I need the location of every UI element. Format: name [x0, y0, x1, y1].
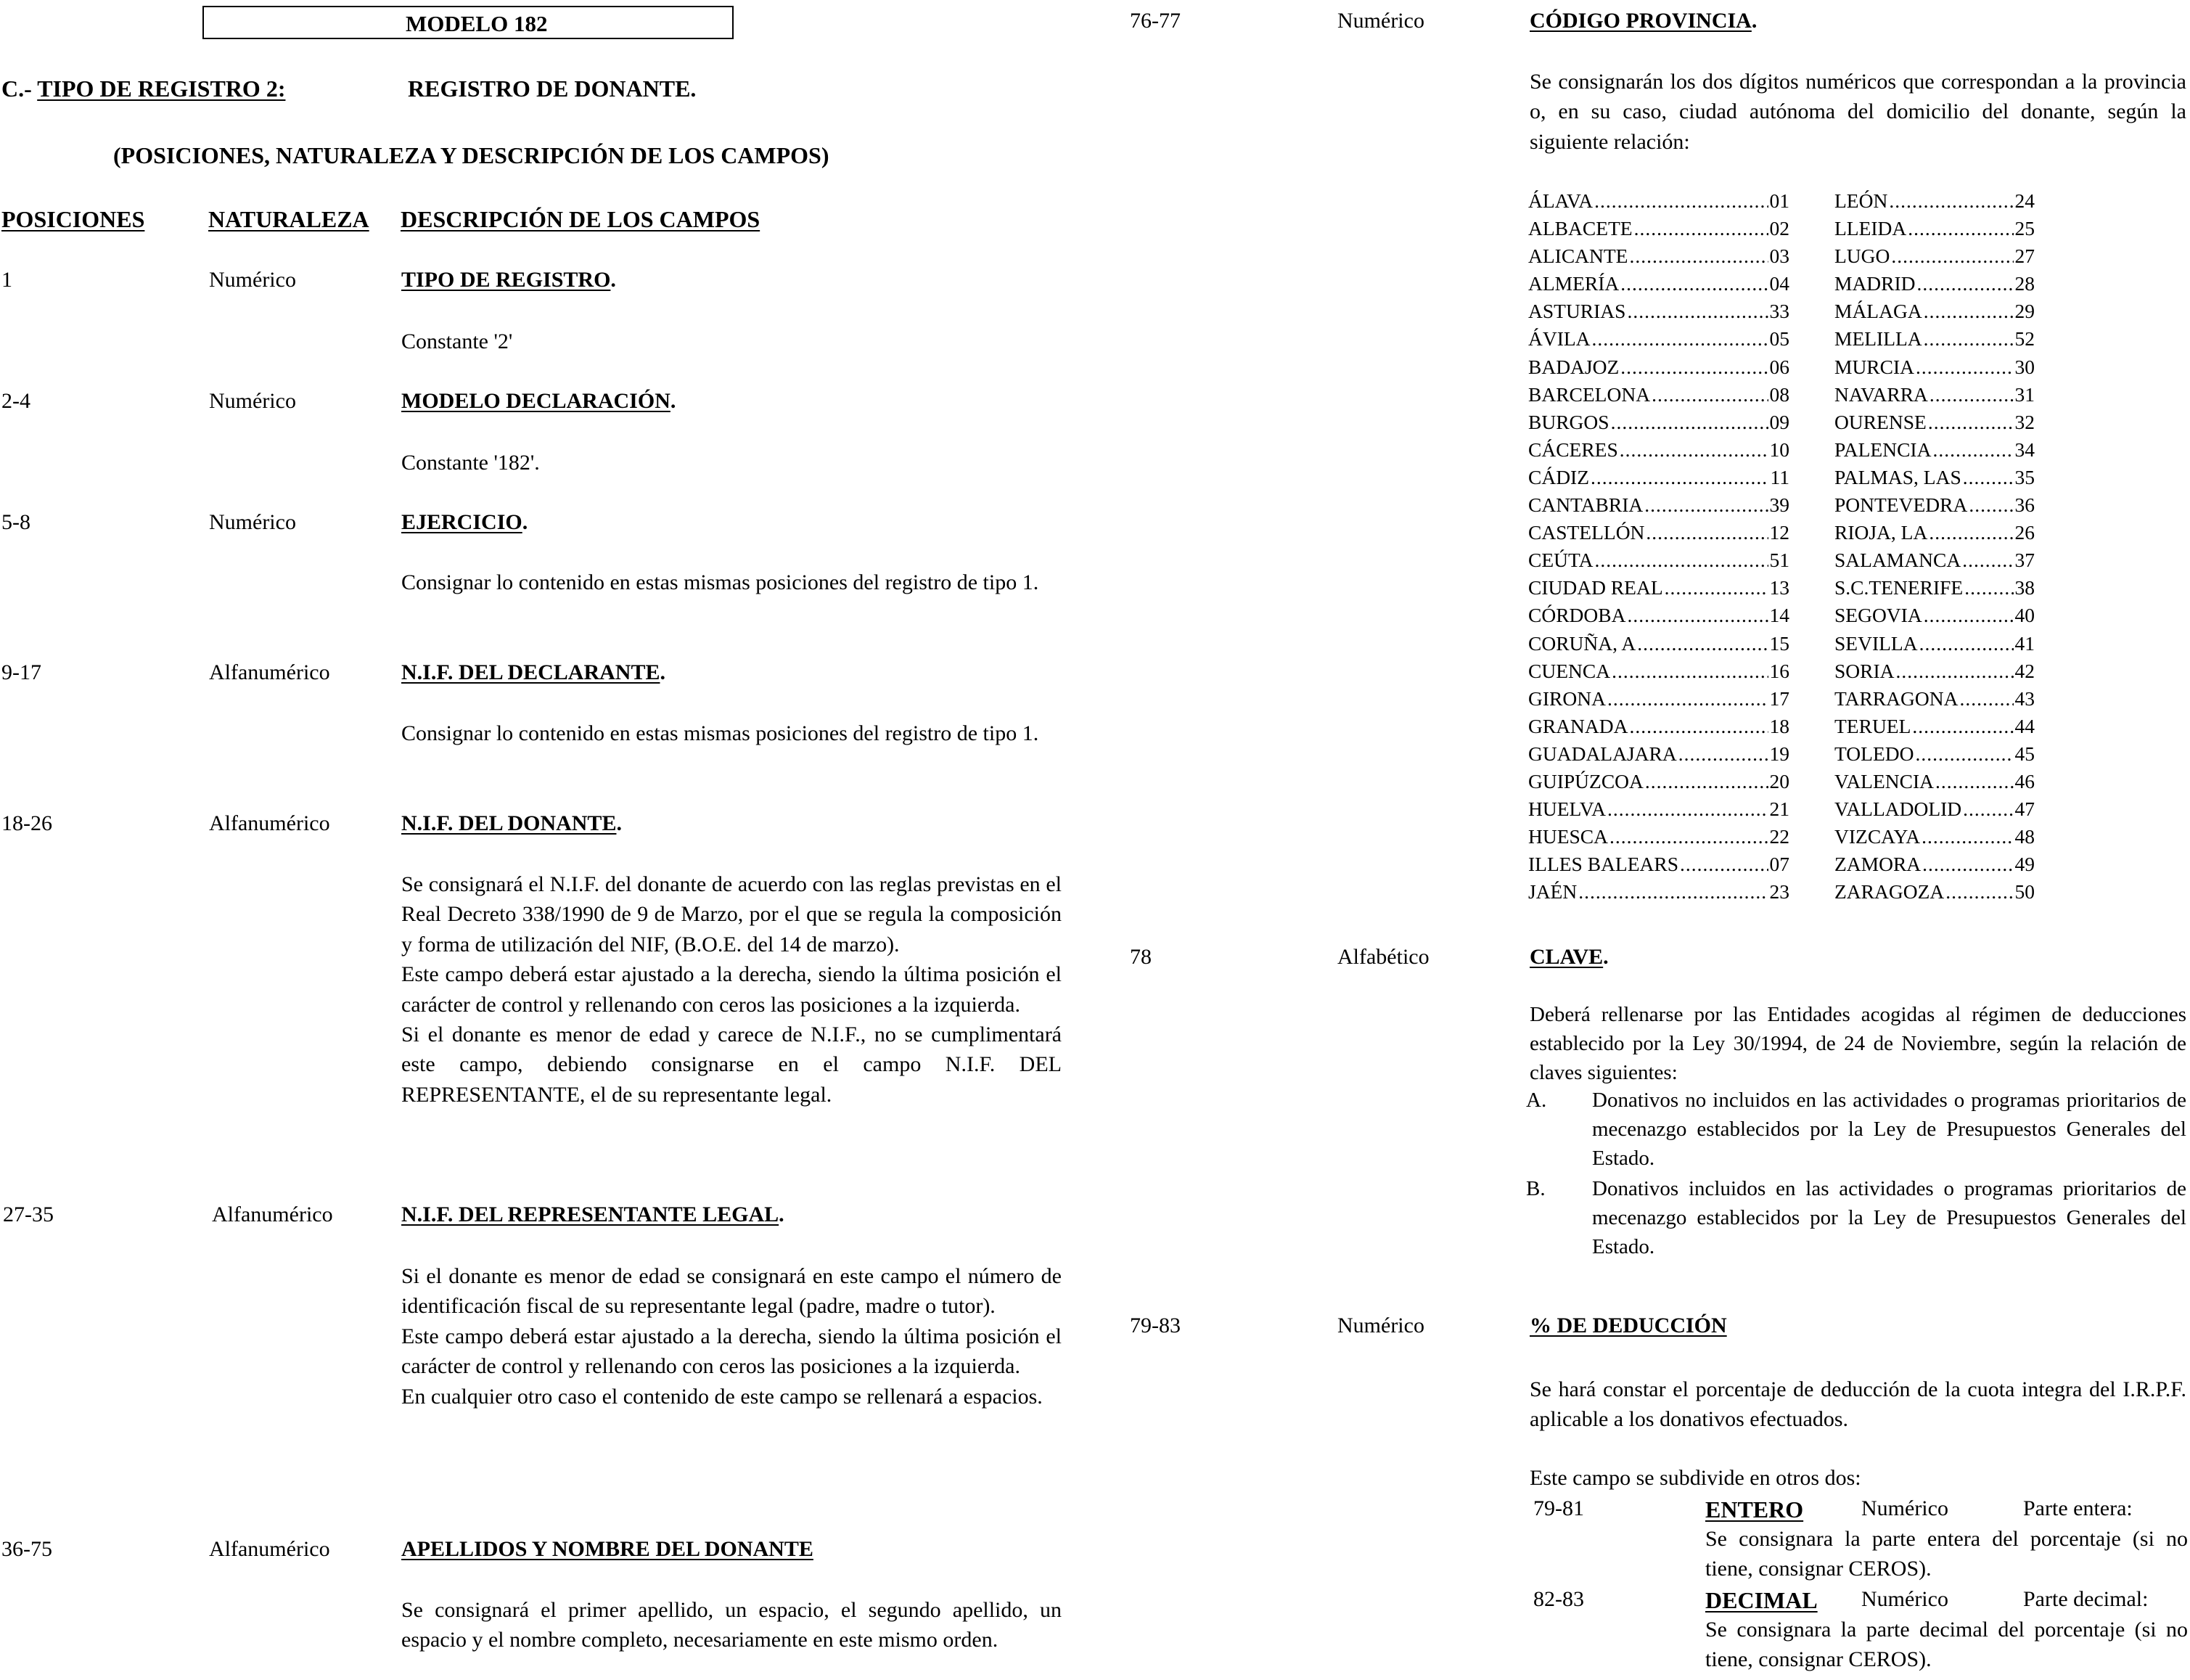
province-list-right — [1834, 187, 2035, 906]
province-code: 11 — [1770, 465, 1789, 488]
province-code: 44 — [2014, 714, 2035, 737]
province-name: LEÓN — [1834, 189, 1888, 212]
dot-leader — [1607, 685, 1768, 713]
province-name: CÓRDOBA — [1528, 604, 1626, 627]
province-name: ASTURIAS — [1528, 300, 1626, 323]
subfield-type: Numérico — [1861, 1496, 1948, 1520]
dot-leader — [1611, 409, 1768, 436]
dot-leader — [1919, 630, 2014, 657]
dot-leader — [1915, 740, 2013, 768]
province-code: 05 — [1769, 327, 1789, 351]
dot-leader — [1644, 491, 1768, 519]
dot-leader — [1922, 851, 2013, 878]
province-row — [1528, 878, 1789, 906]
field-desc: Deberá rellenarse por las Entidades acogidas al régimen de deducciones establecido por la Ley 30/1994, de 24 de Noviembre, según la relación de claves siguientes: — [1530, 1003, 2186, 1084]
province-row — [1528, 242, 1789, 270]
province-name: SEVILLA — [1834, 631, 1918, 655]
field-pos: 36-75 — [1, 1537, 52, 1561]
dot-leader — [1963, 464, 2014, 491]
province-row — [1834, 298, 2035, 325]
province-row — [1834, 464, 2035, 491]
province-row — [1834, 740, 2035, 768]
province-row — [1834, 409, 2035, 436]
province-row — [1834, 795, 2035, 823]
field-title: CÓDIGO PROVINCIA. — [1530, 9, 1758, 33]
field-title: % DE DEDUCCIÓN — [1530, 1314, 1727, 1337]
province-code: 46 — [2014, 769, 2035, 792]
field-desc-paragraph: Se consignará el N.I.F. del donante de acuerdo con las reglas previstas en el Real Decreto 338/1990 de 9 de Marzo, por el que se regula la composición y forma de utilización del NIF, (B.O.E. del 14 de marzo). — [401, 872, 1062, 956]
province-code: 02 — [1769, 217, 1789, 240]
province-code: 31 — [2014, 382, 2035, 406]
province-code: 36 — [2014, 493, 2035, 517]
province-row — [1528, 630, 1789, 657]
field-desc: Se consignarán los dos dígitos numéricos que correspondan a la provincia o, en su caso, ciudad autónoma del domicilio del donante, según la siguiente relación: — [1530, 70, 2186, 154]
dot-leader — [1620, 270, 1768, 298]
province-name: JAÉN — [1528, 880, 1578, 903]
province-name: CUENCA — [1528, 659, 1611, 682]
province-code: 34 — [2014, 438, 2035, 461]
province-code: 27 — [2014, 245, 2035, 268]
dot-leader — [1609, 823, 1768, 851]
province-name: BURGOS — [1528, 410, 1609, 433]
province-name: SEGOVIA — [1834, 604, 1922, 627]
province-name: GUIPÚZCOA — [1528, 769, 1644, 792]
dot-leader — [1908, 215, 2013, 242]
province-code: 28 — [2014, 272, 2035, 295]
dot-leader — [1627, 298, 1768, 325]
dot-leader — [1630, 713, 1768, 740]
province-row — [1834, 574, 2035, 602]
province-name: ALICANTE — [1528, 245, 1628, 268]
province-name: CORUÑA, A — [1528, 631, 1636, 655]
province-name: VALLADOLID — [1834, 798, 1962, 821]
field-title: TIPO DE REGISTRO. — [401, 268, 616, 292]
province-code: 06 — [1769, 355, 1789, 378]
province-row — [1528, 298, 1789, 325]
dot-leader — [1912, 713, 2013, 740]
province-code: 13 — [1769, 576, 1789, 599]
province-name: ALBACETE — [1528, 217, 1633, 240]
province-name: CÁDIZ — [1528, 465, 1590, 488]
field-desc: Consignar lo contenido en estas mismas posiciones del registro de tipo 1. — [401, 570, 1039, 594]
province-code: 41 — [2014, 631, 2035, 655]
field-title: N.I.F. DEL DONANTE. — [401, 811, 622, 835]
col-descripcion: DESCRIPCIÓN DE LOS CAMPOS — [401, 206, 760, 232]
province-name: CIUDAD REAL — [1528, 576, 1663, 599]
dot-leader — [1889, 187, 2013, 215]
col-naturaleza: NATURALEZA — [208, 206, 369, 232]
province-name: HUELVA — [1528, 798, 1606, 821]
field-pos: 5-8 — [1, 510, 30, 534]
province-code: 40 — [2014, 604, 2035, 627]
province-row — [1528, 464, 1789, 491]
clave-text: Donativos no incluidos en las actividades o programas prioritarios de mecenazgo establecidos por la Ley de Presupuestos Generales del Estado. — [1592, 1089, 2186, 1170]
province-code: 32 — [2014, 410, 2035, 433]
province-row — [1834, 823, 2035, 851]
subfield-pos: 79-81 — [1533, 1496, 1584, 1520]
dot-leader — [1607, 795, 1768, 823]
field-title: N.I.F. DEL REPRESENTANTE LEGAL. — [401, 1202, 784, 1226]
province-name: BARCELONA — [1528, 382, 1651, 406]
dot-leader — [1634, 215, 1768, 242]
dot-leader — [1922, 823, 2013, 851]
tipo-registro-heading: TIPO DE REGISTRO 2: — [37, 75, 286, 102]
province-name: ÁVILA — [1528, 327, 1591, 351]
province-code: 08 — [1769, 382, 1789, 406]
subfield-label: Parte entera: — [2023, 1496, 2133, 1520]
province-code: 25 — [2014, 217, 2035, 240]
province-code: 42 — [2014, 659, 2035, 682]
province-code: 20 — [1769, 769, 1789, 792]
dot-leader — [1620, 353, 1768, 381]
province-row — [1528, 187, 1789, 215]
province-name: MADRID — [1834, 272, 1916, 295]
dot-leader — [1620, 436, 1768, 464]
header-prefix — [1, 73, 285, 105]
subfield-name: ENTERO — [1705, 1496, 1804, 1523]
province-code: 14 — [1769, 604, 1789, 627]
province-name: BADAJOZ — [1528, 355, 1620, 378]
field-title: CLAVE. — [1530, 945, 1609, 969]
dot-leader — [1680, 851, 1768, 878]
province-row — [1834, 657, 2035, 685]
province-name: OURENSE — [1834, 410, 1927, 433]
province-row — [1528, 823, 1789, 851]
province-row — [1834, 519, 2035, 546]
field-desc-paragraph: Este campo deberá estar ajustado a la derecha, siendo la última posición el carácter de control y rellenando con ceros las posiciones a la izquierda. — [401, 1324, 1062, 1379]
province-row — [1528, 685, 1789, 713]
province-code: 49 — [2014, 853, 2035, 876]
field-desc: Este campo se subdivide en otros dos: — [1530, 1466, 1861, 1490]
field-type: Alfanumérico — [209, 811, 330, 835]
field-desc-paragraph: En cualquier otro caso el contenido de este campo se rellenará a espacios. — [401, 1384, 1043, 1409]
clave-letter: B. — [1526, 1177, 1546, 1200]
province-row — [1834, 270, 2035, 298]
province-row — [1834, 215, 2035, 242]
subfield-desc: Se consignara la parte entera del porcentaje (si no tiene, consignar CEROS). — [1705, 1527, 2188, 1581]
province-name: CEÚTA — [1528, 549, 1594, 572]
province-row — [1528, 574, 1789, 602]
province-row — [1834, 878, 2035, 906]
dot-leader — [1962, 546, 2013, 574]
province-row — [1834, 602, 2035, 629]
field-desc: Constante '182'. — [401, 451, 540, 475]
province-code: 43 — [2014, 687, 2035, 710]
province-name: VALENCIA — [1834, 769, 1934, 792]
province-row — [1528, 215, 1789, 242]
dot-leader — [1945, 878, 2013, 906]
province-code: 29 — [2014, 300, 2035, 323]
dot-leader — [1963, 795, 2013, 823]
page-subtitle: (POSICIONES, NATURALEZA Y DESCRIPCIÓN DE LOS CAMPOS) — [113, 142, 829, 168]
dot-leader — [1594, 187, 1768, 215]
province-row — [1528, 546, 1789, 574]
province-code: 10 — [1769, 438, 1789, 461]
field-desc: Se hará constar el porcentaje de deducción de la cuota integra del I.R.P.F. aplicable a los donativos efectuados. — [1530, 1377, 2186, 1432]
province-row — [1834, 325, 2035, 353]
province-name: LLEIDA — [1834, 217, 1907, 240]
dot-leader — [1645, 768, 1768, 795]
province-name: CÁCERES — [1528, 438, 1618, 461]
field-title: APELLIDOS Y NOMBRE DEL DONANTE — [401, 1537, 813, 1561]
field-type: Alfanumérico — [209, 1537, 330, 1561]
dot-leader — [1916, 353, 2013, 381]
province-row — [1834, 630, 2035, 657]
province-code: 47 — [2014, 798, 2035, 821]
province-row — [1528, 491, 1789, 519]
province-code: 17 — [1769, 687, 1789, 710]
province-name: ZARAGOZA — [1834, 880, 1945, 903]
dot-leader — [1629, 242, 1768, 270]
dot-leader — [1964, 574, 2013, 602]
field-title-text: CLAVE — [1530, 945, 1604, 969]
modelo-title: MODELO 182 — [406, 11, 548, 36]
subfield-label: Parte decimal: — [2023, 1587, 2149, 1611]
province-row — [1528, 381, 1789, 409]
field-desc: Consignar lo contenido en estas mismas posiciones del registro de tipo 1. — [401, 721, 1039, 745]
field-desc — [401, 869, 1062, 1110]
province-code: 50 — [2014, 880, 2035, 903]
province-row — [1528, 353, 1789, 381]
dot-leader — [1612, 657, 1768, 685]
subfield-type: Numérico — [1861, 1587, 1948, 1611]
province-code: 48 — [2014, 825, 2035, 848]
field-pos: 1 — [1, 268, 12, 292]
province-name: ALMERÍA — [1528, 272, 1620, 295]
province-code: 45 — [2014, 742, 2035, 765]
field-type: Alfanumérico — [209, 660, 330, 684]
field-type: Numérico — [209, 510, 296, 534]
field-title: N.I.F. DEL DECLARANTE. — [401, 660, 665, 684]
field-title: MODELO DECLARACIÓN. — [401, 389, 676, 413]
province-name: SALAMANCA — [1834, 549, 1961, 572]
field-pos: 78 — [1130, 945, 1152, 969]
province-row — [1528, 436, 1789, 464]
province-code: 24 — [2014, 189, 2035, 212]
province-name: LUGO — [1834, 245, 1890, 268]
clave-item — [1526, 1086, 2186, 1173]
dot-leader — [1637, 630, 1768, 657]
dot-leader — [1652, 381, 1768, 409]
dot-leader — [1969, 491, 2013, 519]
province-row — [1834, 491, 2035, 519]
dot-leader — [1578, 878, 1768, 906]
province-row — [1834, 546, 2035, 574]
field-desc-paragraph: Si el donante es menor de edad y carece de N.I.F., no se cumplimentará este campo, debiendo consignarse en el campo N.I.F. DEL REPRESENTANTE, el de su representante legal. — [401, 1022, 1062, 1107]
province-name: TARRAGONA — [1834, 687, 1959, 710]
header-prefix-text: C.- — [1, 75, 32, 102]
province-name: TOLEDO — [1834, 742, 1914, 765]
dot-leader — [1896, 657, 2014, 685]
province-code: 37 — [2014, 549, 2035, 572]
province-code: 07 — [1769, 853, 1789, 876]
subfield-pos: 82-83 — [1533, 1587, 1584, 1611]
province-name: MELILLA — [1834, 327, 1922, 351]
registro-heading: REGISTRO DE DONANTE. — [408, 75, 697, 102]
province-row — [1834, 685, 2035, 713]
subfield-desc: Se consignara la parte decimal del porcentaje (si no tiene, consignar CEROS). — [1705, 1618, 2188, 1672]
dot-leader — [1891, 242, 2013, 270]
field-pos: 76-77 — [1130, 9, 1181, 33]
modelo-box — [202, 6, 734, 39]
dot-leader — [1959, 685, 2013, 713]
province-row — [1834, 851, 2035, 878]
field-desc: Constante '2' — [401, 329, 513, 353]
province-row — [1834, 381, 2035, 409]
province-code: 30 — [2014, 355, 2035, 378]
province-name: RIOJA, LA — [1834, 521, 1928, 544]
province-row — [1528, 270, 1789, 298]
clave-item — [1526, 1174, 2186, 1261]
province-code: 52 — [2014, 327, 2035, 351]
dot-leader — [1627, 602, 1768, 629]
province-row — [1834, 187, 2035, 215]
dot-leader — [1592, 325, 1768, 353]
province-code: 16 — [1769, 659, 1789, 682]
province-name: HUESCA — [1528, 825, 1609, 848]
dot-leader — [1924, 325, 2014, 353]
province-name: GRANADA — [1528, 714, 1628, 737]
province-code: 19 — [1769, 742, 1789, 765]
province-code: 22 — [1769, 825, 1789, 848]
province-row — [1528, 795, 1789, 823]
dot-leader — [1929, 519, 2013, 546]
field-pos: 79-83 — [1130, 1314, 1181, 1337]
field-title: EJERCICIO. — [401, 510, 528, 534]
col-posiciones: POSICIONES — [1, 206, 145, 232]
province-code: 35 — [2014, 465, 2035, 488]
province-code: 04 — [1769, 272, 1789, 295]
province-name: CANTABRIA — [1528, 493, 1644, 517]
field-type: Alfanumérico — [212, 1202, 333, 1226]
dot-leader — [1917, 270, 2014, 298]
province-row — [1528, 768, 1789, 795]
province-code: 21 — [1769, 798, 1789, 821]
province-row — [1528, 740, 1789, 768]
field-type: Numérico — [1337, 1314, 1424, 1337]
field-pos: 9-17 — [1, 660, 41, 684]
dot-leader — [1924, 298, 2014, 325]
province-name: VIZCAYA — [1834, 825, 1921, 848]
field-title-text: EJERCICIO — [401, 510, 522, 534]
clave-text: Donativos incluidos en las actividades o programas prioritarios de mecenazgo establecidos por la Ley de Presupuestos Generales del Estado. — [1592, 1177, 2186, 1258]
province-row — [1834, 768, 2035, 795]
field-desc: Se consignará el primer apellido, un espacio, el segundo apellido, un espacio y el nombre completo, necesariamente en este mismo orden. — [401, 1598, 1062, 1652]
clave-letter: A. — [1526, 1089, 1547, 1112]
dot-leader — [1665, 574, 1768, 602]
field-pos: 27-35 — [3, 1202, 54, 1226]
province-row — [1834, 436, 2035, 464]
province-name: TERUEL — [1834, 714, 1911, 737]
province-row — [1528, 519, 1789, 546]
province-code: 12 — [1769, 521, 1789, 544]
dot-leader — [1591, 464, 1768, 491]
field-title-text: N.I.F. DEL REPRESENTANTE LEGAL — [401, 1202, 779, 1226]
province-code: 26 — [2014, 521, 2035, 544]
subfield-name: DECIMAL — [1705, 1587, 1818, 1613]
province-list-left — [1528, 187, 1789, 906]
dot-leader — [1646, 519, 1768, 546]
province-name: ZAMORA — [1834, 853, 1922, 876]
field-title-text: CÓDIGO PROVINCIA — [1530, 9, 1752, 33]
field-title-text: N.I.F. DEL DECLARANTE — [401, 660, 660, 684]
field-desc-paragraph: Si el donante es menor de edad se consignará en este campo el número de identificación fiscal de su representante legal (padre, madre o tutor). — [401, 1264, 1062, 1319]
province-name: CASTELLÓN — [1528, 521, 1645, 544]
province-row — [1834, 242, 2035, 270]
province-code: 23 — [1769, 880, 1789, 903]
province-name: GUADALAJARA — [1528, 742, 1677, 765]
province-code: 51 — [1769, 549, 1789, 572]
dot-leader — [1932, 436, 2013, 464]
province-code: 15 — [1769, 631, 1789, 655]
province-code: 09 — [1769, 410, 1789, 433]
province-code: 33 — [1769, 300, 1789, 323]
province-name: PONTEVEDRA — [1834, 493, 1968, 517]
field-pos: 2-4 — [1, 389, 30, 413]
province-row — [1834, 353, 2035, 381]
province-name: MÁLAGA — [1834, 300, 1922, 323]
province-name: NAVARRA — [1834, 382, 1928, 406]
field-type: Numérico — [1337, 9, 1424, 33]
province-row — [1528, 713, 1789, 740]
field-title-text: N.I.F. DEL DONANTE — [401, 811, 617, 835]
field-desc-paragraph: Este campo deberá estar ajustado a la derecha, siendo la última posición el carácter de control y rellenando con ceros las posiciones a la izquierda. — [401, 962, 1062, 1017]
province-row — [1528, 851, 1789, 878]
province-code: 18 — [1769, 714, 1789, 737]
province-row — [1834, 713, 2035, 740]
province-name: ILLES BALEARS — [1528, 853, 1679, 876]
field-type: Numérico — [209, 389, 296, 413]
field-type: Alfabético — [1337, 945, 1430, 969]
province-name: ÁLAVA — [1528, 189, 1594, 212]
dot-leader — [1594, 546, 1768, 574]
province-code: 38 — [2014, 576, 2035, 599]
field-desc — [401, 1261, 1062, 1411]
province-name: PALENCIA — [1834, 438, 1932, 461]
field-pos: 18-26 — [1, 811, 52, 835]
field-title-text: TIPO DE REGISTRO — [401, 268, 611, 292]
province-code: 39 — [1769, 493, 1789, 517]
province-code: 03 — [1769, 245, 1789, 268]
province-name: GIRONA — [1528, 687, 1606, 710]
dot-leader — [1928, 409, 2014, 436]
province-row — [1528, 657, 1789, 685]
field-type: Numérico — [209, 268, 296, 292]
province-row — [1528, 602, 1789, 629]
field-title-text: MODELO DECLARACIÓN — [401, 389, 670, 413]
province-name: SORIA — [1834, 659, 1895, 682]
clave-list — [1526, 1086, 2186, 1263]
dot-leader — [1924, 602, 2014, 629]
province-name: PALMAS, LAS — [1834, 465, 1961, 488]
dot-leader — [1929, 381, 2014, 409]
province-row — [1528, 409, 1789, 436]
province-name: MURCIA — [1834, 355, 1915, 378]
dot-leader — [1935, 768, 2014, 795]
dot-leader — [1678, 740, 1768, 768]
province-name: S.C.TENERIFE — [1834, 576, 1964, 599]
province-code: 01 — [1769, 189, 1789, 212]
province-row — [1528, 325, 1789, 353]
